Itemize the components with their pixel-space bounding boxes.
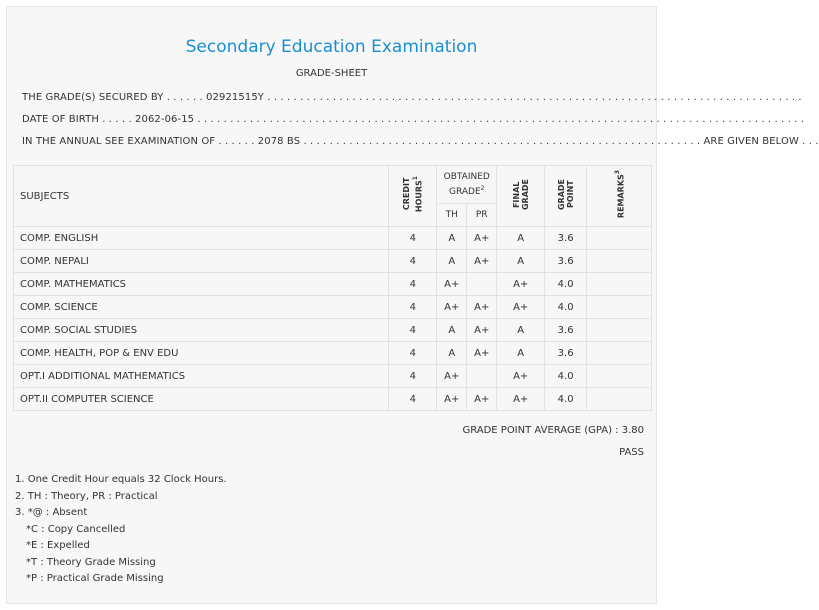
cell-remarks (587, 296, 652, 319)
cell-grade-point: 3.6 (545, 250, 587, 273)
cell-final-grade: A (497, 319, 545, 342)
given-below-label: ARE GIVEN BELOW . . . (703, 136, 819, 147)
cell-pr-grade: A+ (467, 227, 497, 250)
footnote-1: 1. One Credit Hour equals 32 Clock Hours. (15, 474, 227, 485)
table-row (14, 388, 652, 411)
dot-leader: . . . . . . . . . . . . . . . . . . . . . . . . . . . . . . . . . . . . . . . . . . . . . . . . . . . . . . . . . . . . . . . . . . . . . . . . . . . . . . . . . . . . . . . . . . . . . (197, 114, 804, 125)
gpa-line (462, 425, 644, 436)
cell-th-grade: A+ (437, 388, 467, 411)
cell-grade-point: 4.0 (545, 388, 587, 411)
cell-grade-point: 4.0 (545, 365, 587, 388)
cell-final-grade: A (497, 342, 545, 365)
cell-th-grade: A (437, 227, 467, 250)
table-header-row (14, 166, 652, 204)
page-title: Secondary Education Examination (185, 37, 478, 57)
cell-remarks (587, 365, 652, 388)
cell-final-grade: A+ (497, 273, 545, 296)
cell-credit-hours: 4 (389, 342, 437, 365)
cell-credit-hours: 4 (389, 388, 437, 411)
cell-remarks (587, 227, 652, 250)
cell-pr-grade: A+ (467, 250, 497, 273)
header-th: TH (437, 203, 467, 226)
cell-subject: COMP. NEPALI (14, 250, 389, 273)
cell-final-grade: A+ (497, 388, 545, 411)
cell-pr-grade (467, 365, 497, 388)
header-subjects: SUBJECTS (14, 166, 389, 227)
dot-leader: . . . . . . . . . . . . . . . . . . . . . . . . . . . . . . . . . . . . . . . . . . . . . . . . . . . . . . . . . . . . . . . . . . . . . . . . . . . . . . . . . . (267, 92, 802, 103)
header-pr: PR (467, 203, 497, 226)
table-row (14, 365, 652, 388)
header-credit-hours: CREDIT HOURS$^1$ (389, 166, 437, 227)
cell-final-grade: A (497, 227, 545, 250)
header-final-grade: FINAL GRADE (497, 166, 545, 227)
cell-remarks (587, 250, 652, 273)
footnotes (15, 472, 227, 588)
footnote-theory-missing: *T : Theory Grade Missing (26, 556, 156, 568)
header-grade-point: GRADE POINT (545, 166, 587, 227)
exam-year: 2078 BS (257, 136, 301, 147)
cell-th-grade: A (437, 342, 467, 365)
table-row (14, 250, 652, 273)
cell-subject: COMP. HEALTH, POP & ENV EDU (14, 342, 389, 365)
cell-remarks (587, 273, 652, 296)
cell-th-grade: A (437, 250, 467, 273)
dot-leader: . . . . . . . . . . . . . . . . . . . . . . . . . . . . . . . . . . . . . . . . . . . . . . . . . . . . . . . . . . . . . (303, 136, 701, 147)
cell-final-grade: A (497, 250, 545, 273)
cell-subject: COMP. SCIENCE (14, 296, 389, 319)
cell-grade-point: 3.6 (545, 227, 587, 250)
cell-th-grade: A (437, 319, 467, 342)
cell-grade-point: 4.0 (545, 296, 587, 319)
secured-by-label: THE GRADE(S) SECURED BY . . . . . . (22, 92, 203, 103)
gpa-value: 3.80 (621, 425, 644, 436)
symbol-number: 02921515Y (206, 92, 264, 103)
cell-grade-point: 3.6 (545, 319, 587, 342)
secured-by-line (22, 92, 802, 103)
cell-credit-hours: 4 (389, 250, 437, 273)
cell-pr-grade: A+ (467, 388, 497, 411)
cell-credit-hours: 4 (389, 319, 437, 342)
dob-line (22, 114, 804, 125)
grade-sheet-card (6, 6, 819, 604)
footnote-expelled: *E : Expelled (26, 540, 90, 551)
cell-grade-point: 3.6 (545, 342, 587, 365)
cell-pr-grade: A+ (467, 342, 497, 365)
cell-remarks (587, 319, 652, 342)
exam-line (22, 136, 819, 147)
cell-th-grade: A+ (437, 365, 467, 388)
grade-sheet-subtitle: GRADE-SHEET (295, 68, 368, 79)
exam-label: IN THE ANNUAL SEE EXAMINATION OF . . . . . . (22, 136, 255, 147)
header-remarks: REMARKS$^3$ (587, 166, 652, 227)
header-obtained-grade: OBTAINED GRADE$^2$ (437, 166, 497, 204)
footnote-practical-missing: *P : Practical Grade Missing (26, 573, 164, 584)
cell-subject: COMP. ENGLISH (14, 227, 389, 250)
cell-pr-grade (467, 273, 497, 296)
cell-pr-grade: A+ (467, 319, 497, 342)
cell-th-grade: A+ (437, 273, 467, 296)
dob-value: 2062-06-15 (135, 114, 195, 125)
cell-credit-hours: 4 (389, 365, 437, 388)
table-row (14, 296, 652, 319)
cell-credit-hours: 4 (389, 273, 437, 296)
gpa-label: GRADE POINT AVERAGE (GPA) : (462, 425, 619, 436)
cell-final-grade: A+ (497, 365, 545, 388)
cell-remarks (587, 388, 652, 411)
cell-credit-hours: 4 (389, 227, 437, 250)
footnote-2: 2. TH : Theory, PR : Practical (15, 490, 158, 502)
cell-subject: COMP. SOCIAL STUDIES (14, 319, 389, 342)
grades-table (13, 165, 652, 411)
footnote-3: 3. *@ : Absent (15, 507, 88, 518)
table-row (14, 319, 652, 342)
table-row (14, 342, 652, 365)
cell-subject: COMP. MATHEMATICS (14, 273, 389, 296)
footnote-copy-cancelled: *C : Copy Cancelled (26, 523, 126, 535)
cell-subject: OPT.I ADDITIONAL MATHEMATICS (14, 365, 389, 388)
cell-final-grade: A+ (497, 296, 545, 319)
cell-remarks (587, 342, 652, 365)
cell-th-grade: A+ (437, 296, 467, 319)
table-row (14, 227, 652, 250)
dob-label: DATE OF BIRTH . . . . . (22, 114, 132, 125)
cell-subject: OPT.II COMPUTER SCIENCE (14, 388, 389, 411)
table-row (14, 273, 652, 296)
cell-credit-hours: 4 (389, 296, 437, 319)
cell-pr-grade: A+ (467, 296, 497, 319)
result-status: PASS (619, 447, 644, 458)
cell-grade-point: 4.0 (545, 273, 587, 296)
